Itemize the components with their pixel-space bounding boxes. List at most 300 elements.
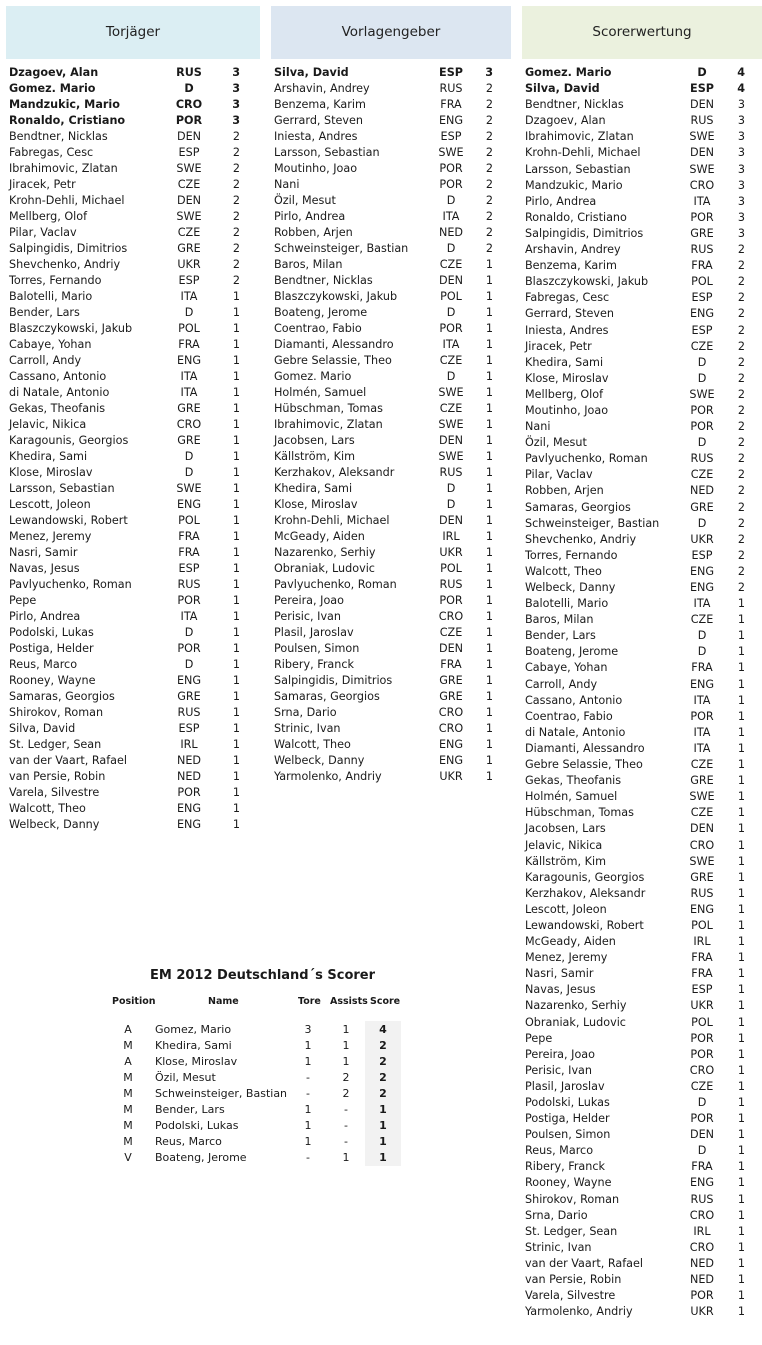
player-name: Gomez. Mario xyxy=(9,82,96,95)
player-row xyxy=(522,1192,762,1208)
player-country: DEN xyxy=(438,642,464,655)
player-score: 1 xyxy=(737,967,745,981)
player-country: RUS xyxy=(176,66,202,79)
player-score: 2 xyxy=(737,500,745,514)
player-name: Blaszczykowski, Jakub xyxy=(525,275,649,289)
player-row xyxy=(6,193,260,209)
player-name: Holmén, Samuel xyxy=(525,790,618,804)
player-country: POR xyxy=(690,1047,714,1061)
player-score: 1 xyxy=(737,725,745,739)
player-score: 2 xyxy=(737,532,745,546)
player-score: 2 xyxy=(737,403,745,417)
player-name: Perisic, Ivan xyxy=(525,1063,593,1077)
player-score: 1 xyxy=(737,1063,745,1077)
player-name: Perisic, Ivan xyxy=(274,610,342,623)
player-row xyxy=(271,241,511,257)
player-score: 1 xyxy=(485,274,493,287)
player-country: D xyxy=(184,658,194,671)
player-score: 1 xyxy=(737,1192,745,1206)
player-row xyxy=(271,577,511,593)
player-score: 2 xyxy=(232,226,240,239)
player-score: 2 xyxy=(737,468,745,482)
player-score: 2 xyxy=(737,323,745,337)
vorlagengeber-list xyxy=(271,65,511,785)
player-name: Dzagoev, Alan xyxy=(525,114,606,128)
player-country: POL xyxy=(440,290,462,303)
player-score: 1 xyxy=(485,482,493,495)
player-country: NED xyxy=(176,770,202,783)
player-score: 2 xyxy=(737,387,745,401)
score-cell: 2 xyxy=(365,1086,401,1102)
player-country: D xyxy=(697,1096,707,1109)
tore-cell: 1 xyxy=(304,1135,312,1148)
player-country: GRE xyxy=(177,242,201,255)
player-country: ENG xyxy=(176,354,202,367)
player-row xyxy=(522,902,762,918)
player-name: Navas, Jesus xyxy=(525,983,596,997)
name-cell: Khedira, Sami xyxy=(155,1039,232,1052)
player-country: CZE xyxy=(177,226,201,239)
player-row xyxy=(6,113,260,129)
player-name: Blaszczykowski, Jakub xyxy=(274,290,398,303)
header-position: Position xyxy=(112,996,156,1007)
player-name: Fabregas, Cesc xyxy=(525,291,610,305)
scorerwertung-column xyxy=(522,6,762,1320)
player-score: 2 xyxy=(485,210,493,223)
player-row xyxy=(522,693,762,709)
player-score: 1 xyxy=(737,1240,745,1254)
player-score: 1 xyxy=(232,610,240,623)
player-score: 1 xyxy=(737,983,745,997)
player-row xyxy=(271,529,511,545)
player-row xyxy=(522,1127,762,1143)
player-country: CRO xyxy=(438,610,464,623)
player-row xyxy=(6,401,260,417)
player-country: FRA xyxy=(691,259,713,273)
player-country: DEN xyxy=(176,130,202,143)
player-score: 1 xyxy=(232,306,240,319)
player-score: 1 xyxy=(232,818,240,831)
player-row xyxy=(522,419,762,435)
player-score: 1 xyxy=(737,1128,745,1142)
player-country: RUS xyxy=(690,886,714,900)
tore-cell: - xyxy=(306,1071,310,1084)
player-row xyxy=(6,337,260,353)
player-name: Jelavic, Nikica xyxy=(9,418,87,431)
tore-cell: 1 xyxy=(304,1055,312,1068)
player-score: 1 xyxy=(485,674,493,687)
player-name: Khedira, Sami xyxy=(9,450,88,463)
position-cell: A xyxy=(124,1055,132,1068)
player-name: van der Vaart, Rafael xyxy=(525,1256,644,1270)
player-score: 1 xyxy=(232,578,240,591)
player-country: FRA xyxy=(691,1160,713,1174)
player-country: GRE xyxy=(177,690,201,703)
name-cell: Reus, Marco xyxy=(155,1135,222,1148)
player-country: D xyxy=(446,482,456,495)
player-name: Bendtner, Nicklas xyxy=(9,130,108,143)
player-country: UKR xyxy=(177,258,201,271)
player-name: Arshavin, Andrey xyxy=(525,243,621,257)
player-score: 1 xyxy=(232,738,240,751)
player-country: RUS xyxy=(439,466,463,479)
player-country: ITA xyxy=(693,597,711,611)
player-score: 1 xyxy=(737,806,745,820)
player-score: 1 xyxy=(737,1144,745,1158)
player-row xyxy=(6,753,260,769)
player-name: Krohn-Dehli, Michael xyxy=(9,194,125,207)
player-row xyxy=(6,81,260,97)
player-name: Salpingidis, Dimitrios xyxy=(525,226,644,240)
player-row xyxy=(6,321,260,337)
player-country: D xyxy=(446,242,456,255)
player-row xyxy=(271,737,511,753)
player-row xyxy=(522,1079,762,1095)
player-score: 1 xyxy=(485,706,493,719)
player-score: 4 xyxy=(737,82,745,96)
player-country: DEN xyxy=(689,146,715,160)
player-country: CRO xyxy=(438,706,464,719)
player-country: FRA xyxy=(178,546,200,559)
player-name: Gekas, Theofanis xyxy=(525,774,622,788)
player-row xyxy=(271,113,511,129)
player-row xyxy=(271,257,511,273)
player-score: 1 xyxy=(737,902,745,916)
player-score: 1 xyxy=(485,626,493,639)
player-score: 1 xyxy=(232,770,240,783)
player-name: Baros, Milan xyxy=(274,258,343,271)
player-country: POR xyxy=(175,114,203,127)
player-name: Nasri, Samir xyxy=(525,967,594,981)
germany-table-row xyxy=(100,1134,410,1150)
player-row xyxy=(271,321,511,337)
player-score: 3 xyxy=(737,210,745,224)
player-row xyxy=(522,966,762,982)
player-country: ESP xyxy=(691,983,713,997)
player-row xyxy=(522,355,762,371)
player-row xyxy=(271,641,511,657)
player-row xyxy=(271,209,511,225)
player-name: Bender, Lars xyxy=(9,306,80,319)
player-row xyxy=(522,306,762,322)
player-row xyxy=(271,81,511,97)
player-score: 1 xyxy=(485,466,493,479)
player-country: POR xyxy=(690,420,714,434)
player-name: Podolski, Lukas xyxy=(525,1096,610,1109)
player-row xyxy=(522,500,762,516)
player-name: Ibrahimovic, Zlatan xyxy=(9,162,118,175)
player-row xyxy=(271,417,511,433)
player-score: 1 xyxy=(485,530,493,543)
player-country: IRL xyxy=(693,1224,711,1238)
player-name: Welbeck, Danny xyxy=(9,818,100,831)
player-score: 1 xyxy=(737,1160,745,1174)
player-row xyxy=(271,689,511,705)
player-country: D xyxy=(697,629,707,643)
player-score: 2 xyxy=(737,291,745,305)
player-score: 1 xyxy=(485,642,493,655)
player-score: 3 xyxy=(232,66,240,79)
player-row xyxy=(522,387,762,403)
player-name: Pereira, Joao xyxy=(525,1047,595,1061)
player-score: 1 xyxy=(485,594,493,607)
player-country: POR xyxy=(439,178,463,191)
player-score: 1 xyxy=(737,951,745,965)
player-name: di Natale, Antonio xyxy=(525,725,626,739)
header-assists: Assists xyxy=(330,996,368,1007)
player-name: Ribery, Franck xyxy=(525,1160,605,1174)
player-country: CRO xyxy=(689,178,715,192)
germany-table-row xyxy=(100,1150,410,1166)
player-country: GRE xyxy=(439,674,463,687)
player-country: ESP xyxy=(440,130,462,143)
player-row xyxy=(522,194,762,210)
scorerwertung-list xyxy=(522,65,762,1320)
assists-cell: - xyxy=(344,1103,348,1116)
player-row xyxy=(522,226,762,242)
player-country: SWE xyxy=(176,162,202,175)
player-country: RUS xyxy=(177,706,201,719)
player-name: Welbeck, Danny xyxy=(525,581,616,594)
player-score: 1 xyxy=(485,498,493,511)
player-score: 1 xyxy=(737,1096,745,1109)
player-name: Lescott, Joleon xyxy=(525,902,607,916)
player-score: 1 xyxy=(232,706,240,719)
player-name: Pilar, Vaclav xyxy=(9,226,77,239)
player-country: CRO xyxy=(689,1063,715,1077)
player-name: van der Vaart, Rafael xyxy=(9,754,128,767)
player-score: 2 xyxy=(737,307,745,321)
player-score: 1 xyxy=(232,642,240,655)
player-row xyxy=(522,467,762,483)
player-row xyxy=(271,353,511,369)
player-name: Shevchenko, Andriy xyxy=(525,532,637,546)
player-country: UKR xyxy=(690,1305,714,1319)
player-row xyxy=(271,97,511,113)
player-name: Ribery, Franck xyxy=(274,658,354,671)
player-row xyxy=(6,353,260,369)
player-country: D xyxy=(697,355,707,369)
player-row xyxy=(522,1111,762,1127)
player-name: Pavlyuchenko, Roman xyxy=(525,452,648,466)
player-score: 1 xyxy=(485,354,493,367)
player-row xyxy=(522,451,762,467)
player-name: Strinic, Ivan xyxy=(274,722,341,735)
player-country: SWE xyxy=(438,418,464,431)
player-country: D xyxy=(697,371,707,385)
player-score: 2 xyxy=(737,355,745,369)
player-score: 1 xyxy=(737,709,745,723)
name-cell: Klose, Miroslav xyxy=(155,1055,238,1068)
tore-cell: 3 xyxy=(304,1023,312,1036)
player-country: FRA xyxy=(440,658,462,671)
player-name: Walcott, Theo xyxy=(274,738,351,751)
player-country: SWE xyxy=(689,854,715,868)
player-country: UKR xyxy=(690,532,714,546)
player-country: ENG xyxy=(176,802,202,815)
player-name: Postiga, Helder xyxy=(525,1112,610,1126)
player-score: 2 xyxy=(485,130,493,143)
player-country: D xyxy=(446,498,456,511)
player-score: 1 xyxy=(737,1176,745,1190)
player-row xyxy=(6,225,260,241)
player-country: RUS xyxy=(177,578,201,591)
player-score: 1 xyxy=(737,854,745,868)
player-score: 1 xyxy=(232,402,240,415)
player-country: ENG xyxy=(689,902,715,916)
player-row xyxy=(522,290,762,306)
player-score: 2 xyxy=(737,420,745,434)
player-name: Lewandowski, Robert xyxy=(9,514,128,527)
player-row xyxy=(522,982,762,998)
player-name: Moutinho, Joao xyxy=(274,162,358,175)
player-score: 2 xyxy=(232,178,240,191)
player-score: 1 xyxy=(232,450,240,463)
player-country: DEN xyxy=(438,274,464,287)
player-country: NED xyxy=(438,226,464,239)
player-score: 1 xyxy=(232,530,240,543)
player-country: RUS xyxy=(690,114,714,128)
player-country: CZE xyxy=(439,402,463,415)
player-name: Walcott, Theo xyxy=(9,802,86,815)
player-score: 2 xyxy=(737,436,745,450)
player-country: D xyxy=(446,370,456,383)
player-name: Blaszczykowski, Jakub xyxy=(9,322,133,335)
player-row xyxy=(522,548,762,564)
player-name: Plasil, Jaroslav xyxy=(274,626,354,639)
player-score: 4 xyxy=(737,66,745,79)
player-row xyxy=(522,918,762,934)
player-score: 1 xyxy=(737,629,745,643)
player-score: 1 xyxy=(737,1305,745,1319)
player-row xyxy=(271,145,511,161)
player-name: Kerzhakov, Aleksandr xyxy=(525,886,646,900)
player-score: 1 xyxy=(232,338,240,351)
player-name: Iniesta, Andres xyxy=(274,130,358,143)
player-name: Yarmolenko, Andriy xyxy=(525,1305,633,1319)
player-name: Cabaye, Yohan xyxy=(525,661,608,675)
player-score: 1 xyxy=(737,1208,745,1222)
player-name: Pavlyuchenko, Roman xyxy=(274,578,397,591)
player-score: 3 xyxy=(737,146,745,160)
player-country: DEN xyxy=(689,1128,715,1142)
player-name: Rooney, Wayne xyxy=(525,1176,612,1190)
player-score: 3 xyxy=(737,130,745,144)
player-name: Cabaye, Yohan xyxy=(9,338,92,351)
player-country: ENG xyxy=(176,818,202,831)
player-row xyxy=(6,657,260,673)
player-name: Gebre Selassie, Theo xyxy=(274,354,392,367)
score-cell: 1 xyxy=(365,1102,401,1118)
player-name: Fabregas, Cesc xyxy=(9,146,94,159)
player-country: ENG xyxy=(689,581,715,594)
player-country: ENG xyxy=(438,754,464,767)
assists-cell: 2 xyxy=(342,1071,350,1084)
player-row xyxy=(6,529,260,545)
player-score: 2 xyxy=(485,162,493,175)
player-country: POL xyxy=(178,322,200,335)
player-score: 1 xyxy=(232,626,240,639)
player-score: 2 xyxy=(232,258,240,271)
player-country: ENG xyxy=(689,564,715,578)
player-country: POR xyxy=(177,642,201,655)
player-row xyxy=(271,673,511,689)
player-row xyxy=(522,242,762,258)
player-row xyxy=(271,161,511,177)
player-name: Ronaldo, Cristiano xyxy=(9,114,126,127)
tore-cell: - xyxy=(306,1151,310,1164)
player-name: Shirokov, Roman xyxy=(525,1192,620,1206)
player-score: 3 xyxy=(232,98,240,111)
player-score: 1 xyxy=(737,758,745,772)
torjaeger-header: Torjäger xyxy=(6,6,260,59)
player-score: 1 xyxy=(737,822,745,836)
player-row xyxy=(6,289,260,305)
player-score: 1 xyxy=(485,658,493,671)
player-name: Strinic, Ivan xyxy=(525,1240,592,1254)
player-row xyxy=(271,65,511,81)
player-name: Navas, Jesus xyxy=(9,562,80,575)
player-name: St. Ledger, Sean xyxy=(525,1224,618,1238)
player-score: 1 xyxy=(232,514,240,527)
player-row xyxy=(522,81,762,97)
player-row xyxy=(522,274,762,290)
player-country: DEN xyxy=(689,98,715,112)
player-country: UKR xyxy=(439,546,463,559)
name-cell: Podolski, Lukas xyxy=(155,1119,239,1132)
player-country: ENG xyxy=(689,307,715,321)
player-name: Silva, David xyxy=(525,82,600,96)
player-score: 1 xyxy=(232,386,240,399)
player-score: 3 xyxy=(737,226,745,240)
player-score: 2 xyxy=(485,114,493,127)
player-score: 1 xyxy=(485,290,493,303)
player-row xyxy=(522,1256,762,1272)
player-row xyxy=(6,385,260,401)
player-score: 1 xyxy=(737,1079,745,1093)
player-row xyxy=(271,129,511,145)
player-row xyxy=(522,516,762,532)
player-score: 2 xyxy=(485,82,493,95)
player-name: Larsson, Sebastian xyxy=(274,146,380,159)
player-row xyxy=(522,805,762,821)
player-name: Reus, Marco xyxy=(525,1144,594,1158)
player-row xyxy=(271,433,511,449)
player-score: 1 xyxy=(485,514,493,527)
player-row xyxy=(6,545,260,561)
player-score: 2 xyxy=(232,242,240,255)
player-country: ESP xyxy=(690,82,714,96)
player-name: Postiga, Helder xyxy=(9,642,94,655)
player-score: 2 xyxy=(737,516,745,530)
player-row xyxy=(6,705,260,721)
player-score: 3 xyxy=(485,66,493,79)
player-score: 1 xyxy=(232,786,240,799)
player-row xyxy=(6,721,260,737)
player-name: Menez, Jeremy xyxy=(9,530,92,543)
player-country: SWE xyxy=(689,790,715,804)
player-name: McGeady, Aiden xyxy=(525,935,616,949)
score-cell: 2 xyxy=(365,1070,401,1086)
player-country: POR xyxy=(690,1289,714,1303)
player-country: ESP xyxy=(178,722,200,735)
player-score: 1 xyxy=(232,290,240,303)
player-name: Lewandowski, Robert xyxy=(525,918,644,932)
player-row xyxy=(522,709,762,725)
player-name: Boateng, Jerome xyxy=(525,645,619,659)
player-row xyxy=(522,1047,762,1063)
player-row xyxy=(522,129,762,145)
